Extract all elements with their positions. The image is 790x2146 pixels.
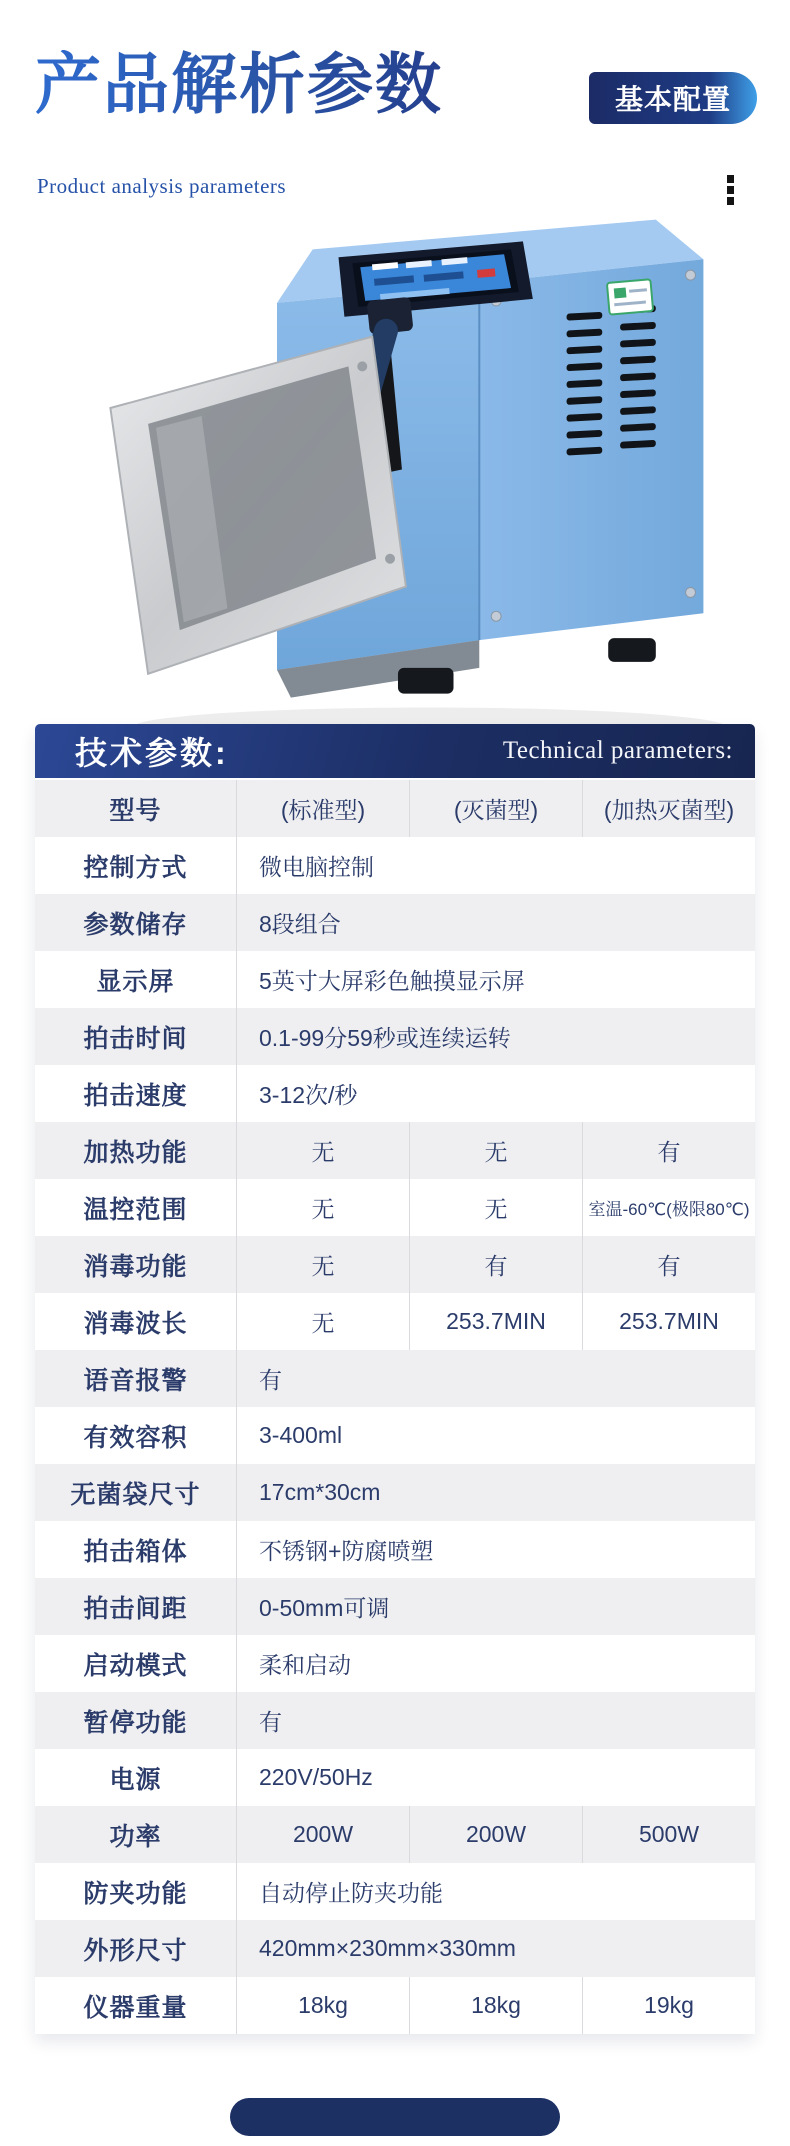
spec-value: 253.7MIN bbox=[409, 1293, 582, 1350]
spec-value: 0.1-99分59秒或连续运转 bbox=[236, 1008, 755, 1065]
spec-value: 有 bbox=[582, 1122, 755, 1179]
table-row bbox=[35, 1464, 755, 1521]
table-row bbox=[35, 780, 755, 837]
table-row bbox=[35, 1350, 755, 1407]
table-row bbox=[35, 1920, 755, 1977]
spec-value: 无 bbox=[236, 1293, 409, 1350]
table-row bbox=[35, 951, 755, 1008]
spec-value: 3-400ml bbox=[236, 1407, 755, 1464]
table-row bbox=[35, 1578, 755, 1635]
spec-value: 有 bbox=[236, 1350, 755, 1407]
table-row bbox=[35, 1977, 755, 2034]
spec-label: 参数储存 bbox=[83, 910, 188, 939]
spec-table bbox=[35, 724, 755, 2034]
spec-label: 拍击时间 bbox=[83, 1024, 188, 1053]
spec-value: (标准型) bbox=[236, 780, 409, 837]
spec-label: 电源 bbox=[109, 1765, 162, 1794]
spec-table-body bbox=[35, 780, 755, 2034]
spec-value: 8段组合 bbox=[236, 894, 755, 951]
table-title-cn: 技术参数: bbox=[75, 735, 229, 771]
table-row bbox=[35, 1122, 755, 1179]
table-row bbox=[35, 1065, 755, 1122]
table-row bbox=[35, 1179, 755, 1236]
spec-label: 防夹功能 bbox=[83, 1879, 188, 1908]
spec-value: (灭菌型) bbox=[409, 780, 582, 837]
spec-label: 拍击箱体 bbox=[83, 1537, 188, 1566]
table-row bbox=[35, 1008, 755, 1065]
page-subtitle: Product analysis parameters bbox=[37, 174, 287, 198]
foot bbox=[608, 638, 656, 662]
spec-value: 420mm×230mm×330mm bbox=[236, 1920, 755, 1977]
spec-value: 17cm*30cm bbox=[236, 1464, 755, 1521]
spec-label: 消毒波长 bbox=[83, 1309, 188, 1338]
table-row bbox=[35, 1236, 755, 1293]
brand-label bbox=[607, 279, 653, 314]
spec-label: 温控范围 bbox=[83, 1195, 188, 1224]
spec-label: 型号 bbox=[109, 796, 162, 825]
spec-value: (加热灭菌型) bbox=[582, 780, 755, 837]
table-row bbox=[35, 1407, 755, 1464]
product-image bbox=[50, 172, 740, 767]
spec-value: 无 bbox=[236, 1122, 409, 1179]
spec-value: 无 bbox=[409, 1122, 582, 1179]
spec-label: 无菌袋尺寸 bbox=[70, 1480, 201, 1509]
spec-value: 220V/50Hz bbox=[236, 1749, 755, 1806]
spec-label: 仪器重量 bbox=[83, 1993, 188, 2022]
spec-label: 启动模式 bbox=[83, 1651, 188, 1680]
spec-label: 暂停功能 bbox=[83, 1708, 188, 1737]
spec-label: 语音报警 bbox=[83, 1366, 188, 1395]
page-title: 产品解析参数 bbox=[35, 49, 443, 122]
table-row bbox=[35, 1806, 755, 1863]
spec-value: 无 bbox=[236, 1236, 409, 1293]
spec-value: 有 bbox=[582, 1236, 755, 1293]
spec-value: 500W bbox=[582, 1806, 755, 1863]
spec-value: 室温-60℃(极限80℃) bbox=[582, 1179, 755, 1236]
config-badge-label: 基本配置 bbox=[614, 84, 731, 115]
spec-value: 柔和启动 bbox=[236, 1635, 755, 1692]
spec-label: 功率 bbox=[109, 1822, 162, 1851]
spec-label: 拍击间距 bbox=[83, 1594, 188, 1623]
table-row bbox=[35, 837, 755, 894]
spec-label: 拍击速度 bbox=[83, 1081, 188, 1110]
table-row bbox=[35, 1293, 755, 1350]
table-row bbox=[35, 1521, 755, 1578]
spec-value: 微电脑控制 bbox=[236, 837, 755, 894]
spec-value: 自动停止防夹功能 bbox=[236, 1863, 755, 1920]
table-row bbox=[35, 894, 755, 951]
spec-value: 无 bbox=[236, 1179, 409, 1236]
spec-value: 200W bbox=[409, 1806, 582, 1863]
spec-value: 3-12次/秒 bbox=[236, 1065, 755, 1122]
table-title-en: Technical parameters: bbox=[502, 737, 733, 764]
spec-label: 控制方式 bbox=[83, 853, 188, 882]
spec-value: 不锈钢+防腐喷塑 bbox=[236, 1521, 755, 1578]
stomacher-machine-illustration bbox=[50, 172, 740, 767]
spec-value: 18kg bbox=[409, 1977, 582, 2034]
spec-label: 消毒功能 bbox=[83, 1252, 188, 1281]
spec-label: 显示屏 bbox=[96, 967, 175, 996]
table-row bbox=[35, 1863, 755, 1920]
spec-label: 加热功能 bbox=[83, 1138, 188, 1167]
spec-value: 有 bbox=[236, 1692, 755, 1749]
spec-value: 19kg bbox=[582, 1977, 755, 2034]
spec-value: 5英寸大屏彩色触摸显示屏 bbox=[236, 951, 755, 1008]
foot bbox=[398, 668, 454, 694]
table-row bbox=[35, 1749, 755, 1806]
spec-value: 0-50mm可调 bbox=[236, 1578, 755, 1635]
spec-table-header bbox=[35, 724, 755, 778]
spec-value: 18kg bbox=[236, 1977, 409, 2034]
config-badge bbox=[589, 72, 757, 124]
spec-label: 外形尺寸 bbox=[83, 1936, 188, 1965]
spec-value: 无 bbox=[409, 1179, 582, 1236]
spec-value: 253.7MIN bbox=[582, 1293, 755, 1350]
spec-value: 有 bbox=[409, 1236, 582, 1293]
footer-bar bbox=[230, 2098, 560, 2136]
spec-label: 有效容积 bbox=[83, 1423, 188, 1452]
table-row bbox=[35, 1692, 755, 1749]
spec-value: 200W bbox=[236, 1806, 409, 1863]
table-row bbox=[35, 1635, 755, 1692]
